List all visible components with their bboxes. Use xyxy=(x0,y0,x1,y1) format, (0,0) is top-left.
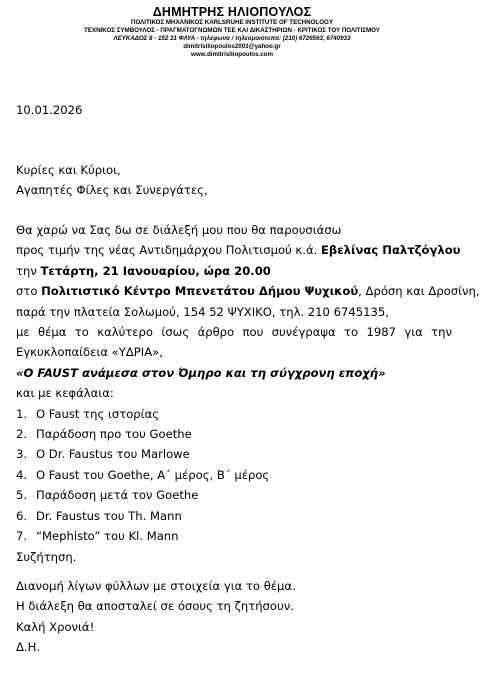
list-item: 4. Ο Faust του Goethe, Α΄ μέρος, Β΄ μέρος xyxy=(16,467,270,482)
topic-intro: με θέμα το καλύτερο ίσως άρθρο που συνέγραψα το 1987 για την xyxy=(16,325,452,340)
salutation-line-2: Αγαπητές Φίλες και Συνεργάτες, xyxy=(16,183,208,198)
invitation-paragraph xyxy=(16,220,480,567)
letterhead-name: ΔΗΜΗΤΡΗΣ ΗΛΙΟΠΟΥΛΟΣ xyxy=(152,5,312,19)
date-intro: την xyxy=(16,263,41,278)
chapter-list xyxy=(16,404,452,547)
closing-line-2: Η διάλεξη θα αποσταλεί σε όσους τη ζητήσουν. xyxy=(16,599,294,614)
closing-line-3: Καλή Χρονιά! xyxy=(16,619,95,634)
lecture-title: «Ο FAUST ανάμεσα στον Όμηρο και τη σύγχρονη εποχή» xyxy=(16,365,386,380)
letterhead-address: ΛΕΥΚΑΔΟΣ 8 - 152 31 ΦΛΥΑ - τηλέφωνα / τηλεομοιότυπα: (210) 6726563, 6740933 xyxy=(113,35,351,42)
discussion-line: Συζήτηση. xyxy=(16,549,77,564)
invitation-line-3 xyxy=(16,261,452,281)
list-item: 2. Παράδοση προ του Goethe xyxy=(16,427,192,442)
invitation-line-4 xyxy=(16,281,480,301)
venue-street: , Δρόση και Δροσίνη, xyxy=(358,284,480,299)
letter-date xyxy=(16,100,452,120)
invitation-line-2 xyxy=(16,240,461,260)
chapters-intro: και με κεφάλαια: xyxy=(16,386,114,401)
list-item: 1. Ο Faust της ιστορίας xyxy=(16,406,160,421)
venue-address: παρά την πλατεία Σολωμού, 154 52 ΨΥΧΙΚΟ, τηλ. 210 6745135, xyxy=(16,304,389,319)
honoree-name: Εβελίνας Παλτζόγλου xyxy=(320,243,461,258)
letterhead-titles: ΤΕΧΝΙΚΟΣ ΣΥΜΒΟΥΛΟΣ - ΠΡΑΓΜΑΤΟΓΝΩΜΩΝ ΤΕΕ ΚΑΙ ΔΙΚΑΣΤΗΡΙΩΝ - ΚΡΙΤΙΚΟΣ ΤΟΥ ΠΟΛΙΤΙΣΜΟΥ xyxy=(84,27,380,34)
letterhead-website: www.dimitrisiliopoulos.com xyxy=(191,51,273,58)
list-item: 3. Ο Dr. Faustus του Marlowe xyxy=(16,447,190,462)
salutation xyxy=(16,160,452,201)
event-datetime: Τετάρτη, 21 Ιανουαρίου, ώρα 20.00 xyxy=(40,263,271,278)
signature-initials: Δ.Η. xyxy=(16,640,41,655)
venue-name: Πολιτιστικό Κέντρο Μπενετάτου Δήμου Ψυχικού xyxy=(41,284,359,299)
encyclopedia-reference: Εγκυκλοπαίδεια «ΥΔΡΙΑ», xyxy=(16,345,163,360)
venue-intro: στο xyxy=(16,284,42,299)
invitation-line-1: Θα χαρώ να Σας δω σε διάλεξή μου που θα παρουσιάσω xyxy=(16,223,342,237)
list-item: 6. Dr. Faustus του Th. Mann xyxy=(16,508,182,523)
honoree-intro: προς τιμήν της νέας Αντιδημάρχου Πολιτισμού κ.ά. xyxy=(16,243,321,258)
closing-line-1: Διανομή λίγων φύλλων με στοιχεία για το θέμα. xyxy=(16,579,296,593)
date: 10.01.2026 xyxy=(16,103,83,117)
closing-paragraph xyxy=(16,576,452,658)
letterhead-profession: ΠΟΛΙΤΙΚΟΣ ΜΗΧΑΝΙΚΟΣ KARLSRUHE INSTITUTE OF TECHNOLOGY xyxy=(131,19,333,26)
salutation-line-1: Κυρίες και Κύριοι, xyxy=(16,163,121,177)
letterhead-email: dimitrisiliopoulos2003@yahoo.gr xyxy=(183,43,281,50)
letterhead xyxy=(0,5,464,59)
list-item: 7. “Mephisto” του Kl. Mann xyxy=(16,529,179,544)
list-item: 5. Παράδοση μετά τον Goethe xyxy=(16,488,199,503)
